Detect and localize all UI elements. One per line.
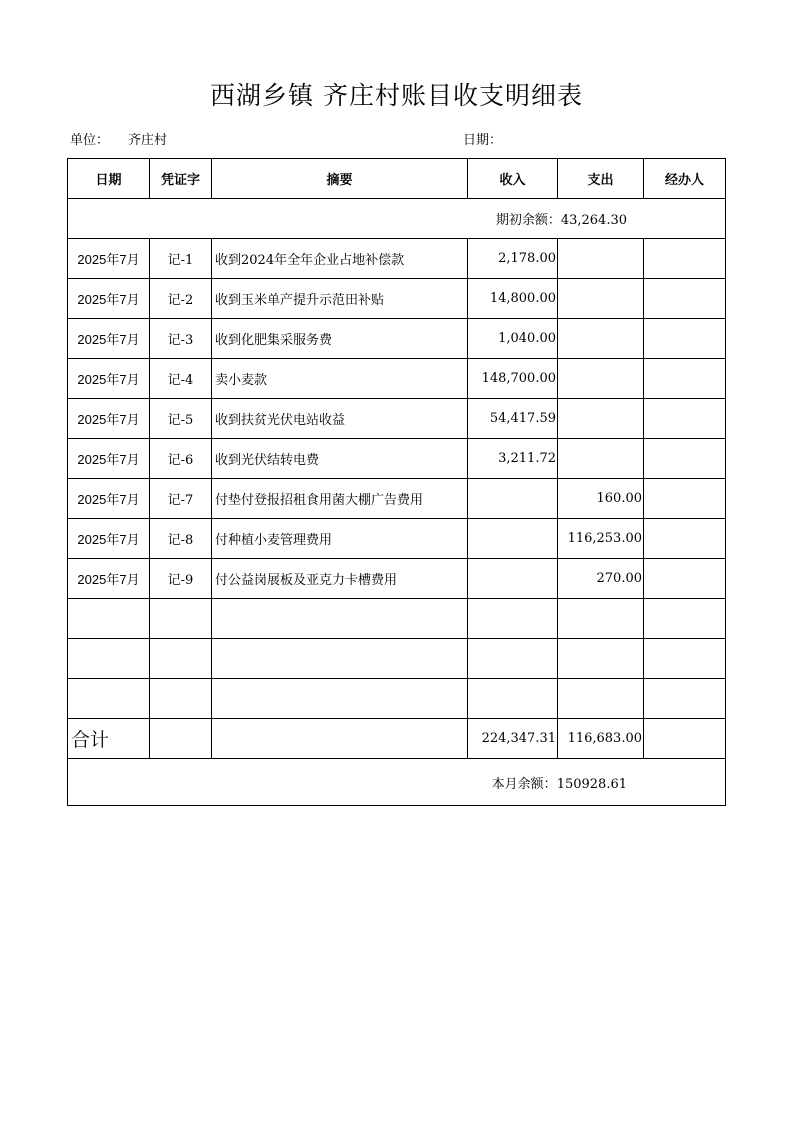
row-summary: 付公益岗展板及亚克力卡槽费用 [212,559,468,599]
row-summary: 收到化肥集采服务费 [212,319,468,359]
row-expense [558,439,644,479]
row-expense: 160.00 [558,479,644,519]
closing-balance-value: 150928.61 [556,776,627,792]
table-row [68,239,726,279]
row-expense: 116,253.00 [558,519,644,559]
empty-cell [150,679,212,719]
empty-cell [468,639,558,679]
row-income: 3,211.72 [468,439,558,479]
header-summary: 摘要 [212,159,468,199]
total-expense: 116,683.00 [558,719,644,759]
empty-cell [68,679,150,719]
date-label: 日期： [463,133,503,148]
header-row [68,159,726,199]
row-voucher: 记-7 [150,479,212,519]
empty-cell [468,599,558,639]
row-voucher: 记-8 [150,519,212,559]
row-date: 2025年7月 [68,239,150,279]
opening-balance-label: 期初余额： [495,213,561,228]
row-voucher: 记-6 [150,439,212,479]
ledger-table [67,158,726,806]
row-income: 2,178.00 [468,239,558,279]
row-handler [644,239,726,279]
header-handler: 经办人 [644,159,726,199]
row-summary: 收到光伏结转电费 [212,439,468,479]
row-date: 2025年7月 [68,519,150,559]
table-row [68,559,726,599]
row-handler [644,559,726,599]
empty-cell [644,639,726,679]
row-voucher: 记-9 [150,559,212,599]
empty-cell [558,639,644,679]
closing-balance [68,759,726,806]
row-handler [644,519,726,559]
total-row [68,719,726,759]
header-income: 收入 [468,159,558,199]
empty-cell [558,679,644,719]
header-date: 日期 [68,159,150,199]
row-income [468,559,558,599]
empty-row [68,639,726,679]
empty-cell [212,599,468,639]
row-income [468,479,558,519]
closing-balance-label: 本月余额： [491,776,557,792]
row-handler [644,399,726,439]
page-title: 西湖乡镇 齐庄村账目收支明细表 [210,81,583,110]
opening-balance-value: 43,264.30 [560,213,627,228]
row-voucher: 记-4 [150,359,212,399]
row-income [468,519,558,559]
table-row [68,519,726,559]
row-income: 54,417.59 [468,399,558,439]
row-expense [558,359,644,399]
row-summary: 付垫付登报招租食用菌大棚广告费用 [212,479,468,519]
opening-balance [68,199,726,239]
row-expense [558,279,644,319]
empty-cell [68,639,150,679]
unit-value: 齐庄村 [128,133,168,148]
total-label: 合计 [68,719,150,759]
row-handler [644,319,726,359]
empty-cell [212,639,468,679]
row-expense [558,399,644,439]
row-date: 2025年7月 [68,439,150,479]
header-expense: 支出 [558,159,644,199]
empty-cell [644,599,726,639]
row-expense [558,319,644,359]
row-expense: 270.00 [558,559,644,599]
unit-label: 单位： [70,133,110,148]
empty-cell [558,599,644,639]
empty-cell [644,679,726,719]
row-date: 2025年7月 [68,319,150,359]
total-empty [212,719,468,759]
table-row [68,439,726,479]
row-voucher: 记-2 [150,279,212,319]
row-summary: 付种植小麦管理费用 [212,519,468,559]
row-handler [644,359,726,399]
empty-row [68,679,726,719]
empty-cell [150,599,212,639]
row-summary: 收到扶贫光伏电站收益 [212,399,468,439]
row-date: 2025年7月 [68,479,150,519]
opening-balance-row [68,199,726,239]
row-summary: 收到2024年全年企业占地补偿款 [212,239,468,279]
total-income: 224,347.31 [468,719,558,759]
row-expense [558,239,644,279]
empty-cell [68,599,150,639]
row-date: 2025年7月 [68,279,150,319]
empty-cell [468,679,558,719]
total-empty [644,719,726,759]
row-summary: 卖小麦款 [212,359,468,399]
row-summary: 收到玉米单产提升示范田补贴 [212,279,468,319]
empty-cell [212,679,468,719]
row-voucher: 记-5 [150,399,212,439]
row-handler [644,479,726,519]
closing-balance-row [68,759,726,806]
empty-cell [150,639,212,679]
row-voucher: 记-3 [150,319,212,359]
row-handler [644,439,726,479]
row-date: 2025年7月 [68,399,150,439]
empty-row [68,599,726,639]
row-income: 1,040.00 [468,319,558,359]
row-income: 148,700.00 [468,359,558,399]
row-income: 14,800.00 [468,279,558,319]
table-row [68,399,726,439]
table-row [68,359,726,399]
table-row [68,319,726,359]
total-empty [150,719,212,759]
row-handler [644,279,726,319]
row-voucher: 记-1 [150,239,212,279]
row-date: 2025年7月 [68,359,150,399]
row-date: 2025年7月 [68,559,150,599]
table-row [68,279,726,319]
header-voucher: 凭证字 [150,159,212,199]
table-row [68,479,726,519]
